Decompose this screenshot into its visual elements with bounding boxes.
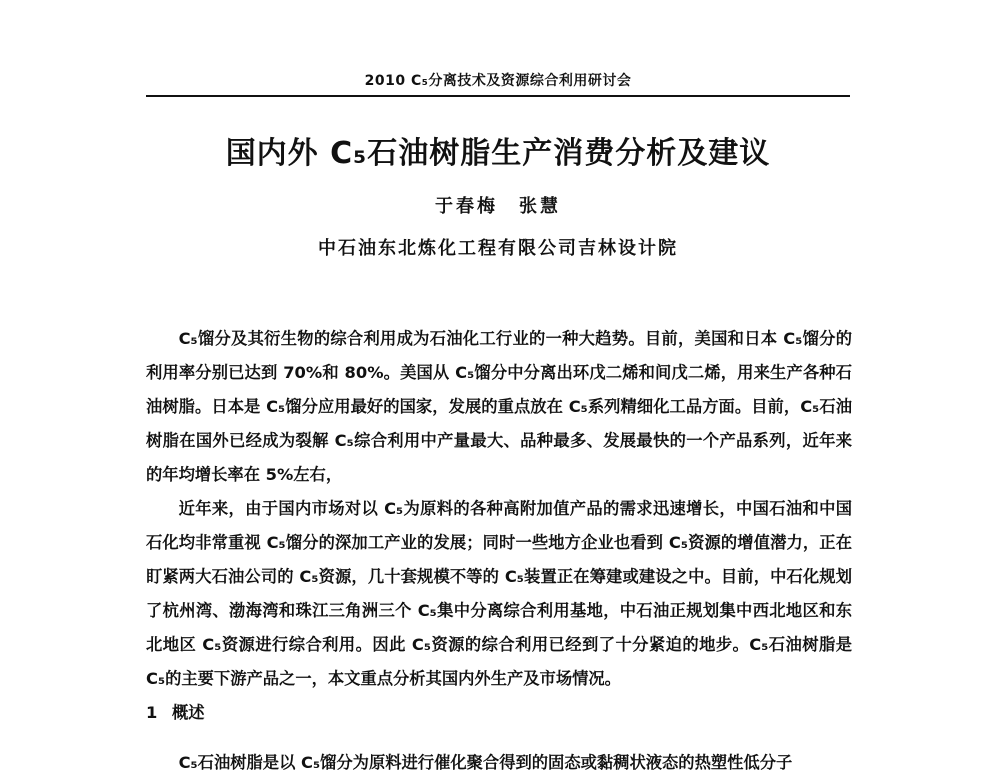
- affiliation: 中石油东北炼化工程有限公司吉林设计院: [318, 238, 678, 259]
- body-text: [146, 322, 852, 730]
- section-heading: [146, 696, 852, 730]
- section-number: 1: [146, 703, 158, 722]
- paragraph-1: C₅馏分及其衍生物的综合利用成为石油化工行业的一种大趋势。目前，美国和日本 C₅馏分的利用率分别已达到 70%和 80%。美国从 C₅馏分中分离出环戊二烯和间戊二烯，用来生产各种石油树脂。日本是 C₅馏分应用最好的国家，发展的重点放在 C₅系列精细化工品方面。目前，C₅石油树脂在国外已经成为裂解 C₅综合利用中产量最大、品种最多、发展最快的一个产品系列，近年来的年均增长率在 5%左右，: [146, 329, 852, 484]
- section-title: 概述: [172, 703, 205, 722]
- cutoff-line: C₅石油树脂是以 C₅馏分为原料进行催化聚合得到的固态或黏稠状液态的热塑性低分子: [178, 753, 793, 772]
- paragraph-2: 近年来，由于国内市场对以 C₅为原料的各种高附加值产品的需求迅速增长，中国石油和中国石化均非常重视 C₅馏分的深加工产业的发展；同时一些地方企业也看到 C₅资源的增值潜力，正在盯紧两大石油公司的 C₅资源，几十套规模不等的 C₅装置正在筹建或建设之中。目前，中石化规划了杭州湾、渤海湾和珠江三角洲三个 C₅集中分离综合利用基地，中石油正规划集中西北地区和东北地区 C₅资源进行综合利用。因此 C₅资源的综合利用已经到了十分紧迫的地步。C₅石油树脂是 C₅的主要下游产品之一，本文重点分析其国内外生产及市场情况。: [146, 499, 852, 688]
- authors: 于春梅 张慧: [435, 196, 561, 217]
- paper-title: 国内外 C₅石油树脂生产消费分析及建议: [225, 136, 771, 171]
- header-rule: [146, 95, 850, 97]
- running-head: 2010 C₅分离技术及资源综合利用研讨会: [364, 73, 632, 89]
